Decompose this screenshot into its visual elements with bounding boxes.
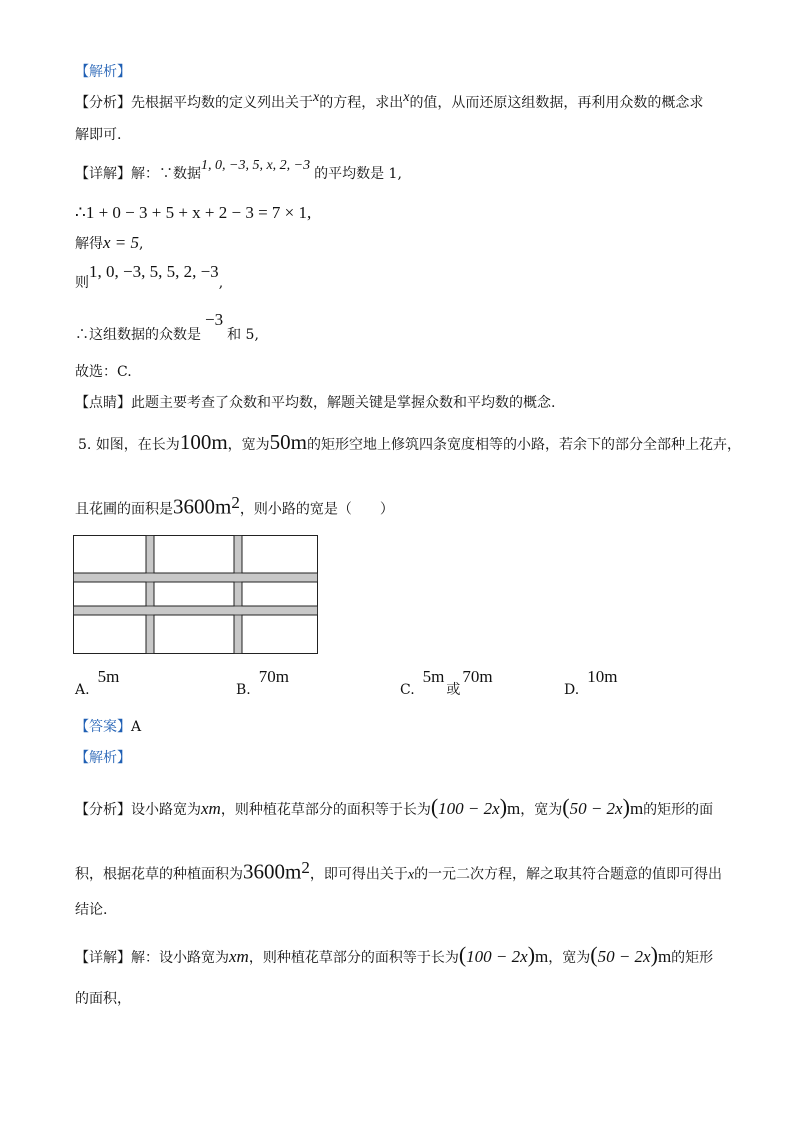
solve-line <box>75 233 143 254</box>
analysis-paragraph-2: 【分析】设小路宽为xm，则种植花草部分的面积等于长为(100 − 2x)m，宽为(50 − 2x)m的矩形的面 <box>75 794 714 819</box>
analysis-tag-1: 【解析】 <box>75 64 131 80</box>
unit-m: m <box>535 947 549 966</box>
choice-line: 故选：C. <box>75 364 132 380</box>
analysis-paragraph-2-line3: 结论. <box>75 902 108 918</box>
question-line-2 <box>75 493 394 520</box>
analysis-text: ，即可得出关于 <box>309 866 408 883</box>
fenxi-tag: 【分析】 <box>75 95 131 111</box>
option-letter: A. <box>75 682 90 698</box>
detail-paragraph-2-line2: 的面积， <box>75 991 131 1007</box>
option-c[interactable] <box>400 667 493 699</box>
area-value: 3600m <box>243 859 302 884</box>
option-d[interactable] <box>564 667 618 699</box>
analysis-paragraph-2-line2 <box>75 858 722 886</box>
question-line-1 <box>78 432 741 455</box>
detail-text: 的矩形 <box>671 950 714 966</box>
garden-figure <box>73 535 319 655</box>
data-set-2: 1, 0, −3, 5, 5, 2, −3 <box>89 262 219 281</box>
width-expr: 50 − 2x <box>569 799 623 818</box>
answer-tag: 【答案】 <box>75 719 131 735</box>
path-vertical-2 <box>234 536 242 654</box>
detail-text: ，宽为 <box>548 950 591 966</box>
length-expr: 100 − 2x <box>438 799 500 818</box>
option-value-2: 70m <box>462 667 493 686</box>
analysis-text: 的一元二次方程，解之取其符合题意的值即可得出 <box>414 866 723 883</box>
detail-text: 解：∵数据 <box>131 166 201 182</box>
option-letter: D. <box>564 682 580 698</box>
question-text: 如图，在长为 <box>95 437 180 453</box>
solve-expr: x = 5 <box>103 233 140 252</box>
question-number: 5. <box>78 437 92 453</box>
fenxi-text: 的值，从而还原这组数据，再利用众数的概念求 <box>409 95 704 111</box>
note-tag: 【点睛】 <box>75 395 131 411</box>
question-text: ，宽为 <box>227 437 270 453</box>
area-value: 3600m <box>173 494 232 519</box>
question-text: ，则小路的宽是（ ） <box>239 501 394 518</box>
analysis-text: 设小路宽为 <box>131 802 201 818</box>
xiangjie-tag: 【详解】 <box>75 166 131 182</box>
fenxi-tag: 【分析】 <box>75 802 131 818</box>
var-x: x <box>313 90 320 105</box>
length-expr: 100 − 2x <box>466 947 528 966</box>
analysis-tag-2: 【解析】 <box>75 750 131 766</box>
xiangjie-tag: 【详解】 <box>75 950 131 966</box>
answer-line <box>75 717 141 737</box>
mode-text: 和 5, <box>227 327 259 343</box>
area-exponent: 2 <box>231 493 240 512</box>
mode-line <box>75 310 259 345</box>
option-a[interactable] <box>75 667 120 699</box>
note-line <box>75 393 555 413</box>
detail-text: 解：设小路宽为 <box>131 950 229 966</box>
unit-m: m <box>629 799 644 818</box>
solve-text: 解得 <box>75 236 103 252</box>
detail-text: 的平均数是 1, <box>314 166 402 182</box>
fenxi-text: 先根据平均数的定义列出关于 <box>131 95 313 111</box>
option-value: 70m <box>258 667 289 686</box>
analysis-paragraph-1-line2: 解即可. <box>75 127 122 143</box>
question-text: 的矩形空地上修筑四条宽度相等的小路，若余下的部分全部种上花卉， <box>307 437 741 453</box>
path-vertical-1 <box>146 536 154 654</box>
analysis-text: 的矩形的面 <box>643 802 714 818</box>
option-value: 5m <box>97 667 120 686</box>
option-value: 5m <box>422 667 445 686</box>
length-value: 100m <box>179 430 228 454</box>
option-or: 或 <box>446 682 461 698</box>
then-line <box>75 262 224 293</box>
then-text: 则 <box>75 275 89 291</box>
path-horizontal-2 <box>74 606 318 615</box>
width-expr: 50 − 2x <box>597 947 651 966</box>
option-letter: B. <box>236 682 251 698</box>
detail-paragraph-2: 【详解】解：设小路宽为xm，则种植花草部分的面积等于长为(100 − 2x)m，宽为(50 − 2x)m的矩形 <box>75 942 714 967</box>
unit-m: m <box>507 799 521 818</box>
comma: , <box>218 275 224 291</box>
unit-m: m <box>657 947 672 966</box>
analysis-text: ，则种植花草部分的面积等于长为 <box>220 802 431 818</box>
xm-expr: xm <box>201 799 221 818</box>
area-exponent: 2 <box>301 858 310 877</box>
equation: ∴1 + 0 − 3 + 5 + x + 2 − 3 = 7 × 1, <box>75 203 312 222</box>
mode-text: ∴这组数据的众数是 <box>75 327 201 343</box>
analysis-text: ，宽为 <box>520 802 563 818</box>
option-value: 10m <box>587 667 618 686</box>
path-horizontal-1 <box>74 573 318 582</box>
question-text: 且花圃的面积是 <box>75 501 173 518</box>
option-letter: C. <box>400 682 415 698</box>
var-x: x <box>403 90 410 105</box>
data-set: 1, 0, −3, 5, x, 2, −3 <box>201 158 311 173</box>
note-text: 此题主要考查了众数和平均数，解题关键是掌握众数和平均数的概念. <box>131 395 556 411</box>
detail-paragraph-1 <box>75 158 402 185</box>
mode-value: −3 <box>205 310 224 329</box>
width-value: 50m <box>269 430 307 454</box>
analysis-text: 积，根据花草的种植面积为 <box>75 866 243 883</box>
fenxi-text: 的方程，求出 <box>319 95 404 111</box>
outer-rect <box>74 536 318 654</box>
comma: , <box>139 236 144 252</box>
analysis-paragraph-1 <box>75 90 704 114</box>
answer-value: A <box>131 719 142 735</box>
xm-expr: xm <box>229 947 249 966</box>
detail-text: ，则种植花草部分的面积等于长为 <box>248 950 459 966</box>
var-x: x <box>407 867 415 883</box>
option-b[interactable] <box>236 667 289 699</box>
